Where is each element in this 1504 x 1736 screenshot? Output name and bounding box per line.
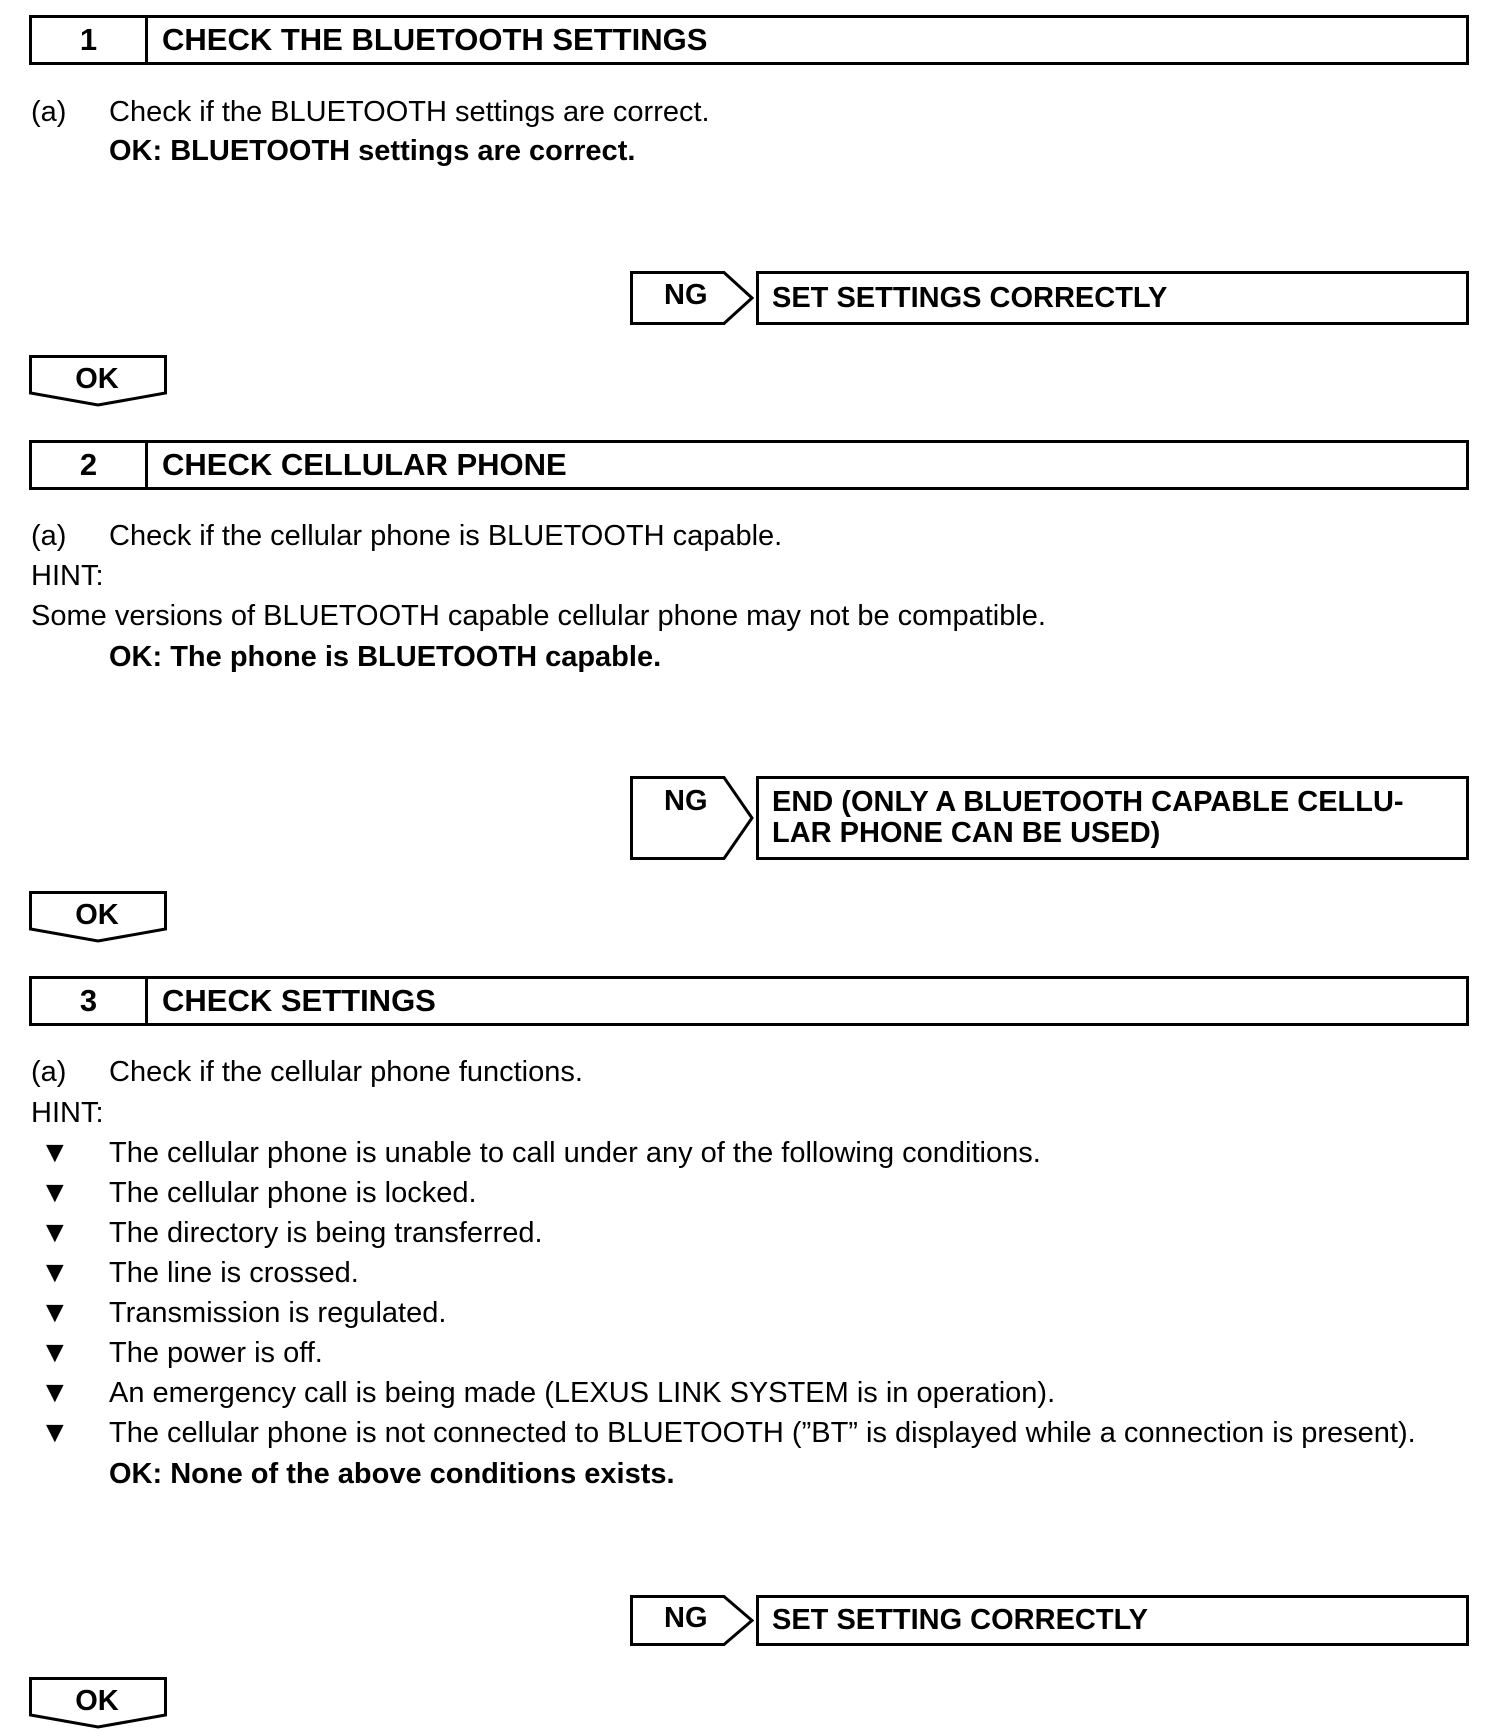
triangle-down-icon: ▼: [40, 1336, 70, 1369]
ok-label: OK: [75, 899, 119, 931]
step-number: 3: [32, 979, 148, 1023]
list-item: The cellular phone is unable to call under any of the following conditions.: [109, 1137, 1041, 1169]
step-number: 2: [32, 443, 148, 487]
step-title: CHECK CELLULAR PHONE: [162, 447, 567, 482]
hint-text: Some versions of BLUETOOTH capable cellular phone may not be compatible.: [31, 600, 1046, 632]
step-3-header: [29, 976, 1469, 1026]
ok-label: OK: [75, 363, 119, 395]
item-marker: (a): [31, 96, 67, 128]
ng-result-line: END (ONLY A BLUETOOTH CAPABLE CELLU-: [772, 786, 1404, 818]
ng-label: NG: [664, 785, 708, 817]
triangle-down-icon: ▼: [40, 1256, 70, 1289]
ok-criteria: OK: The phone is BLUETOOTH capable.: [109, 641, 662, 673]
triangle-down-icon: ▼: [40, 1416, 70, 1449]
step-2-header: [29, 440, 1469, 490]
list-item: The line is crossed.: [109, 1257, 359, 1289]
ok-criteria: OK: None of the above conditions exists.: [109, 1458, 675, 1490]
triangle-down-icon: ▼: [40, 1376, 70, 1409]
list-item: An emergency call is being made (LEXUS LINK SYSTEM is in operation).: [109, 1377, 1056, 1409]
ng-label: NG: [664, 1602, 708, 1634]
hint-label: HINT:: [31, 1097, 104, 1129]
step-number: 1: [32, 18, 148, 62]
item-text: Check if the BLUETOOTH settings are correct.: [109, 96, 710, 128]
step-title: CHECK THE BLUETOOTH SETTINGS: [162, 22, 708, 57]
ok-criteria: OK: BLUETOOTH settings are correct.: [109, 135, 636, 167]
list-item: The directory is being transferred.: [109, 1217, 543, 1249]
list-item: The cellular phone is not connected to BLUETOOTH (”BT” is displayed while a connection is present).: [109, 1417, 1416, 1449]
list-item: The cellular phone is locked.: [109, 1177, 477, 1209]
hint-label: HINT:: [31, 560, 104, 592]
ok-label: OK: [75, 1685, 119, 1717]
list-item: The power is off.: [109, 1337, 323, 1369]
item-marker: (a): [31, 520, 67, 552]
ng-result: [756, 776, 1469, 860]
item-text: Check if the cellular phone is BLUETOOTH capable.: [109, 520, 783, 552]
item-text: Check if the cellular phone functions.: [109, 1056, 583, 1088]
item-marker: (a): [31, 1056, 67, 1088]
ng-result: SET SETTING CORRECTLY: [756, 1595, 1469, 1646]
ng-result: SET SETTINGS CORRECTLY: [756, 271, 1469, 325]
ng-label: NG: [664, 279, 708, 311]
triangle-down-icon: ▼: [40, 1216, 70, 1249]
list-item: Transmission is regulated.: [109, 1297, 447, 1329]
triangle-down-icon: ▼: [40, 1136, 70, 1169]
triangle-down-icon: ▼: [40, 1296, 70, 1329]
triangle-down-icon: ▼: [40, 1176, 70, 1209]
step-1-header: [29, 15, 1469, 65]
ng-result-line: LAR PHONE CAN BE USED): [772, 817, 1161, 849]
step-title: CHECK SETTINGS: [162, 983, 436, 1018]
